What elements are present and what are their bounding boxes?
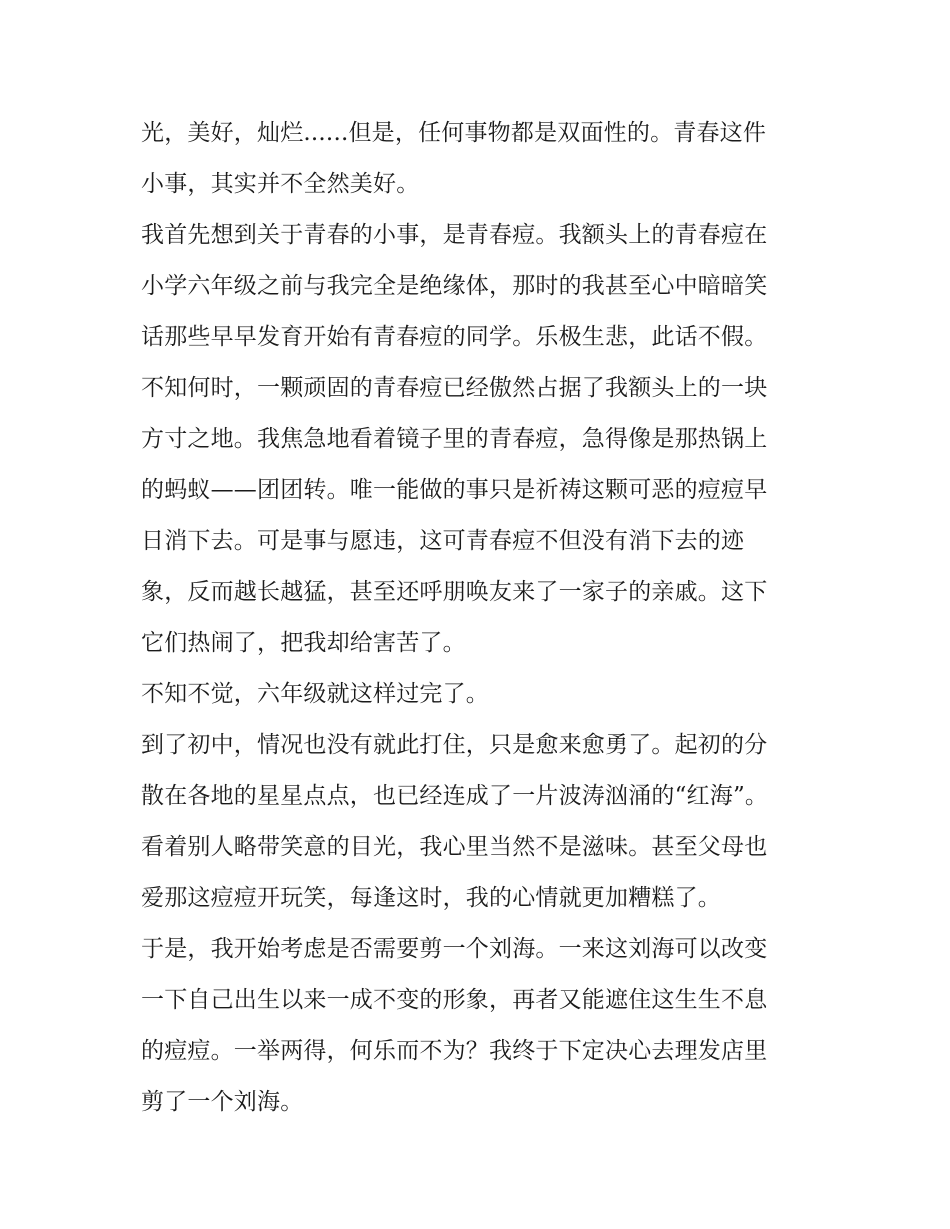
text-line: 的痘痘。一举两得，何乐而不为？我终于下定决心去理发店里 bbox=[141, 1038, 768, 1064]
text-line: 的蚂蚁——团团转。唯一能做的事只是祈祷这颗可恶的痘痘早 bbox=[141, 477, 768, 503]
text-line: 光，美好，灿烂......但是，任何事物都是双面性的。青春这件 bbox=[141, 120, 767, 146]
essay-body bbox=[141, 108, 821, 1128]
text-line: 象，反而越长越猛，甚至还呼朋唤友来了一家子的亲戚。这下 bbox=[141, 579, 768, 605]
text-line: 剪了一个刘海。 bbox=[141, 1089, 304, 1115]
text-line: 我首先想到关于青春的小事，是青春痘。我额头上的青春痘在 bbox=[141, 222, 768, 248]
text-line: 于是，我开始考虑是否需要剪一个刘海。一来这刘海可以改变 bbox=[141, 936, 768, 962]
text-line: 它们热闹了，把我却给害苦了。 bbox=[141, 630, 466, 656]
text-line: 一下自己出生以来一成不变的形象，再者又能遮住这生生不息 bbox=[141, 987, 768, 1013]
text-line: 看着别人略带笑意的目光，我心里当然不是滋味。甚至父母也 bbox=[141, 834, 768, 860]
text-line: 不知不觉，六年级就这样过完了。 bbox=[141, 681, 489, 707]
text-line: 话那些早早发育开始有青春痘的同学。乐极生悲，此话不假。 bbox=[141, 324, 768, 350]
text-line: 不知何时，一颗顽固的青春痘已经傲然占据了我额头上的一块 bbox=[141, 375, 768, 401]
text-line: 方寸之地。我焦急地看着镜子里的青春痘，急得像是那热锅上 bbox=[141, 426, 768, 452]
text-line: 散在各地的星星点点，也已经连成了一片波涛汹涌的“红海”。 bbox=[141, 783, 769, 809]
text-line: 爱那这痘痘开玩笑，每逢这时，我的心情就更加糟糕了。 bbox=[141, 885, 721, 911]
text-line: 小事，其实并不全然美好。 bbox=[141, 171, 420, 197]
text-line: 小学六年级之前与我完全是绝缘体，那时的我甚至心中暗暗笑 bbox=[141, 273, 768, 299]
text-line: 日消下去。可是事与愿违，这可青春痘不但没有消下去的迹 bbox=[141, 528, 745, 554]
text-line: 到了初中，情况也没有就此打住，只是愈来愈勇了。起初的分 bbox=[141, 732, 768, 758]
